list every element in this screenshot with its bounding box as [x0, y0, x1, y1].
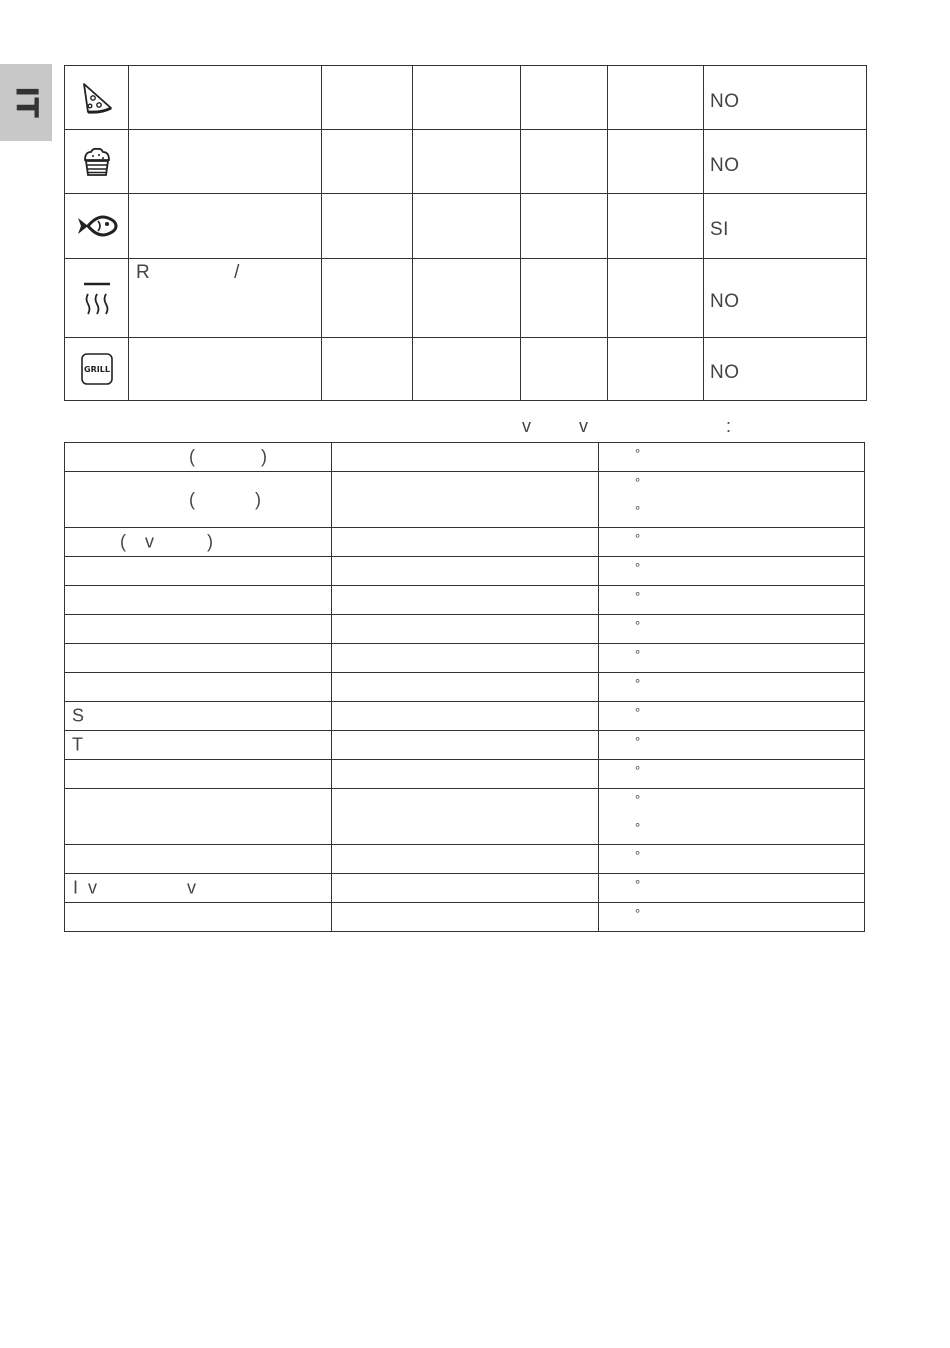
caption-fragment: :	[726, 416, 732, 436]
food-cell	[65, 673, 332, 702]
temperature-table	[64, 442, 865, 932]
muffin-icon	[65, 146, 128, 178]
temperature-cell	[599, 673, 865, 702]
temperature-cell	[599, 760, 865, 789]
temperature-cell	[599, 845, 865, 874]
degree-symbol: °	[635, 446, 641, 461]
mode-cell	[332, 731, 599, 760]
table-row	[65, 731, 865, 760]
food-cell: R /	[129, 259, 322, 338]
degree-symbol: °	[635, 560, 641, 575]
mode-cell	[332, 903, 599, 932]
text-fragment: (	[120, 531, 126, 552]
mode-cell	[332, 472, 599, 528]
degree-symbol: °	[635, 906, 641, 921]
temperature-cell	[599, 731, 865, 760]
text-fragment: v	[145, 531, 154, 552]
mode-cell	[332, 557, 599, 586]
language-tab-label: IT	[8, 86, 44, 118]
table-row	[65, 586, 865, 615]
text-fragment: )	[207, 531, 213, 552]
temperature-cell	[599, 586, 865, 615]
mode-cell	[332, 615, 599, 644]
degree-symbol: °	[635, 531, 641, 546]
food-cell	[65, 702, 332, 731]
temperature-cell	[599, 644, 865, 673]
mode-cell	[332, 644, 599, 673]
table-caption	[64, 416, 867, 438]
degree-symbol: °	[635, 848, 641, 863]
temperature-cell	[599, 789, 865, 845]
table-row	[65, 789, 865, 845]
caption-fragment: v	[522, 416, 531, 436]
food-cell	[65, 557, 332, 586]
table-row	[65, 557, 865, 586]
table-row	[65, 845, 865, 874]
food-cell	[65, 789, 332, 845]
text-fragment: (	[189, 489, 195, 509]
table-row	[65, 874, 865, 903]
food-cell	[65, 845, 332, 874]
degree-symbol: °	[635, 792, 641, 807]
table-row	[65, 673, 865, 702]
cooking-modes-table	[64, 65, 867, 401]
pizza-icon	[65, 81, 128, 115]
table-row	[65, 338, 867, 401]
table-row	[65, 443, 865, 472]
table-row	[65, 194, 867, 259]
food-cell	[65, 472, 332, 528]
degree-symbol: °	[635, 763, 641, 778]
food-cell	[129, 338, 322, 401]
text-fragment: T	[72, 734, 83, 755]
degree-symbol: °	[635, 475, 641, 490]
temperature-cell	[599, 472, 865, 528]
degree-symbol: °	[635, 647, 641, 662]
degree-symbol: °	[635, 618, 641, 633]
food-cell	[129, 194, 322, 259]
table-row	[65, 903, 865, 932]
food-cell	[65, 615, 332, 644]
table-row	[65, 702, 865, 731]
table-row	[65, 472, 865, 528]
mode-cell	[332, 845, 599, 874]
grill-icon	[65, 352, 128, 386]
text-fragment: )	[261, 446, 267, 467]
grill-icon-label: GRILL	[83, 365, 110, 374]
temperature-cell	[599, 615, 865, 644]
mode-cell	[332, 443, 599, 472]
text-fragment: (	[189, 446, 195, 467]
text-fragment: )	[255, 489, 261, 509]
degree-symbol: °	[635, 676, 641, 691]
table-row	[65, 259, 867, 338]
mode-cell	[332, 789, 599, 845]
text-fragment: v	[187, 877, 196, 898]
temperature-cell	[599, 702, 865, 731]
food-cell	[65, 644, 332, 673]
temperature-cell	[599, 557, 865, 586]
caption-fragment: v	[579, 416, 588, 436]
answer-cell: NO	[704, 259, 867, 338]
food-cell	[65, 586, 332, 615]
heat-waves-icon	[65, 280, 128, 316]
answer-cell: NO	[704, 130, 867, 194]
food-cell	[65, 528, 332, 557]
mode-cell	[332, 702, 599, 731]
temperature-cell	[599, 443, 865, 472]
mode-cell	[332, 673, 599, 702]
food-cell	[65, 874, 332, 903]
table-row	[65, 130, 867, 194]
text-fragment: I	[73, 877, 79, 898]
degree-symbol: °	[635, 503, 641, 518]
language-tab	[0, 64, 52, 141]
temperature-cell	[599, 903, 865, 932]
temperature-cell	[599, 874, 865, 903]
table-row	[65, 528, 865, 557]
answer-cell: NO	[704, 338, 867, 401]
mode-cell	[332, 874, 599, 903]
mode-cell	[332, 760, 599, 789]
text-fragment: S	[72, 705, 85, 726]
food-cell	[65, 731, 332, 760]
mode-cell	[332, 586, 599, 615]
text-fragment: v	[88, 877, 97, 898]
food-cell	[65, 443, 332, 472]
degree-symbol: °	[635, 820, 641, 835]
food-cell	[129, 66, 322, 130]
table-row	[65, 644, 865, 673]
degree-symbol: °	[635, 705, 641, 720]
answer-cell: NO	[704, 66, 867, 130]
mode-cell	[332, 528, 599, 557]
fish-icon	[65, 211, 128, 241]
table-row	[65, 66, 867, 130]
temperature-cell	[599, 528, 865, 557]
answer-cell: SI	[704, 194, 867, 259]
food-cell	[65, 760, 332, 789]
degree-symbol: °	[635, 589, 641, 604]
food-cell	[65, 903, 332, 932]
food-cell	[129, 130, 322, 194]
degree-symbol: °	[635, 877, 641, 892]
table-row	[65, 615, 865, 644]
table-row	[65, 760, 865, 789]
degree-symbol: °	[635, 734, 641, 749]
